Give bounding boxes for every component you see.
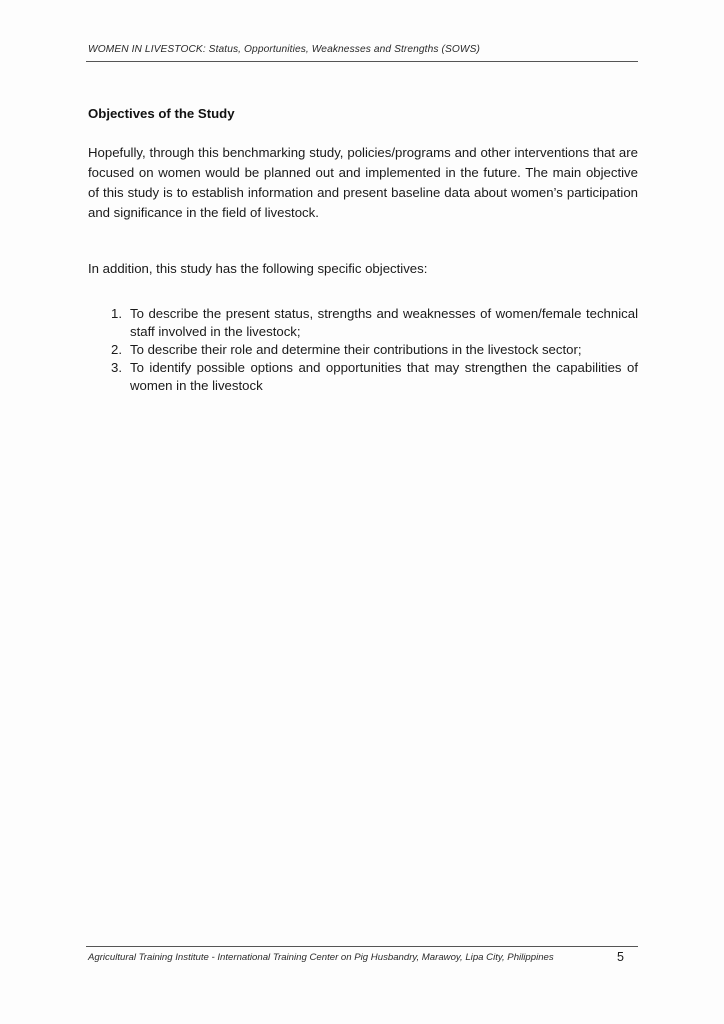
list-item-number: 2. [111,342,122,357]
objectives-list [88,305,638,395]
footer-divider [86,946,638,947]
list-item [88,305,638,341]
intro-paragraph: Hopefully, through this benchmarking study, policies/programs and other interventions that are focused on women would be planned out and implemented in the future. The main objective of this study is to establish information and present baseline data about women’s participation and significance in the field of livestock. [88,145,638,220]
list-item-text: To describe their role and determine their contributions in the livestock sector; [130,342,582,357]
list-item-text: To describe the present status, strengths and weaknesses of women/female technical staff involved in the livestock; [130,306,638,339]
running-header: WOMEN IN LIVESTOCK: Status, Opportunities, Weaknesses and Strengths (SOWS) [88,44,481,55]
list-item [88,359,638,395]
header-divider [86,61,638,62]
page-number: 5 [617,950,624,964]
running-footer: Agricultural Training Institute - International Training Center on Pig Husbandry, Marawoy, Lipa City, Philippines [88,952,554,963]
list-item [88,341,638,359]
list-item-number: 3. [111,360,122,375]
list-item-text: To identify possible options and opportunities that may strengthen the capabilities of women in the livestock [130,360,638,393]
section-heading: Objectives of the Study [88,106,235,121]
addition-paragraph: In addition, this study has the following specific objectives: [88,261,428,276]
list-item-number: 1. [111,306,122,321]
